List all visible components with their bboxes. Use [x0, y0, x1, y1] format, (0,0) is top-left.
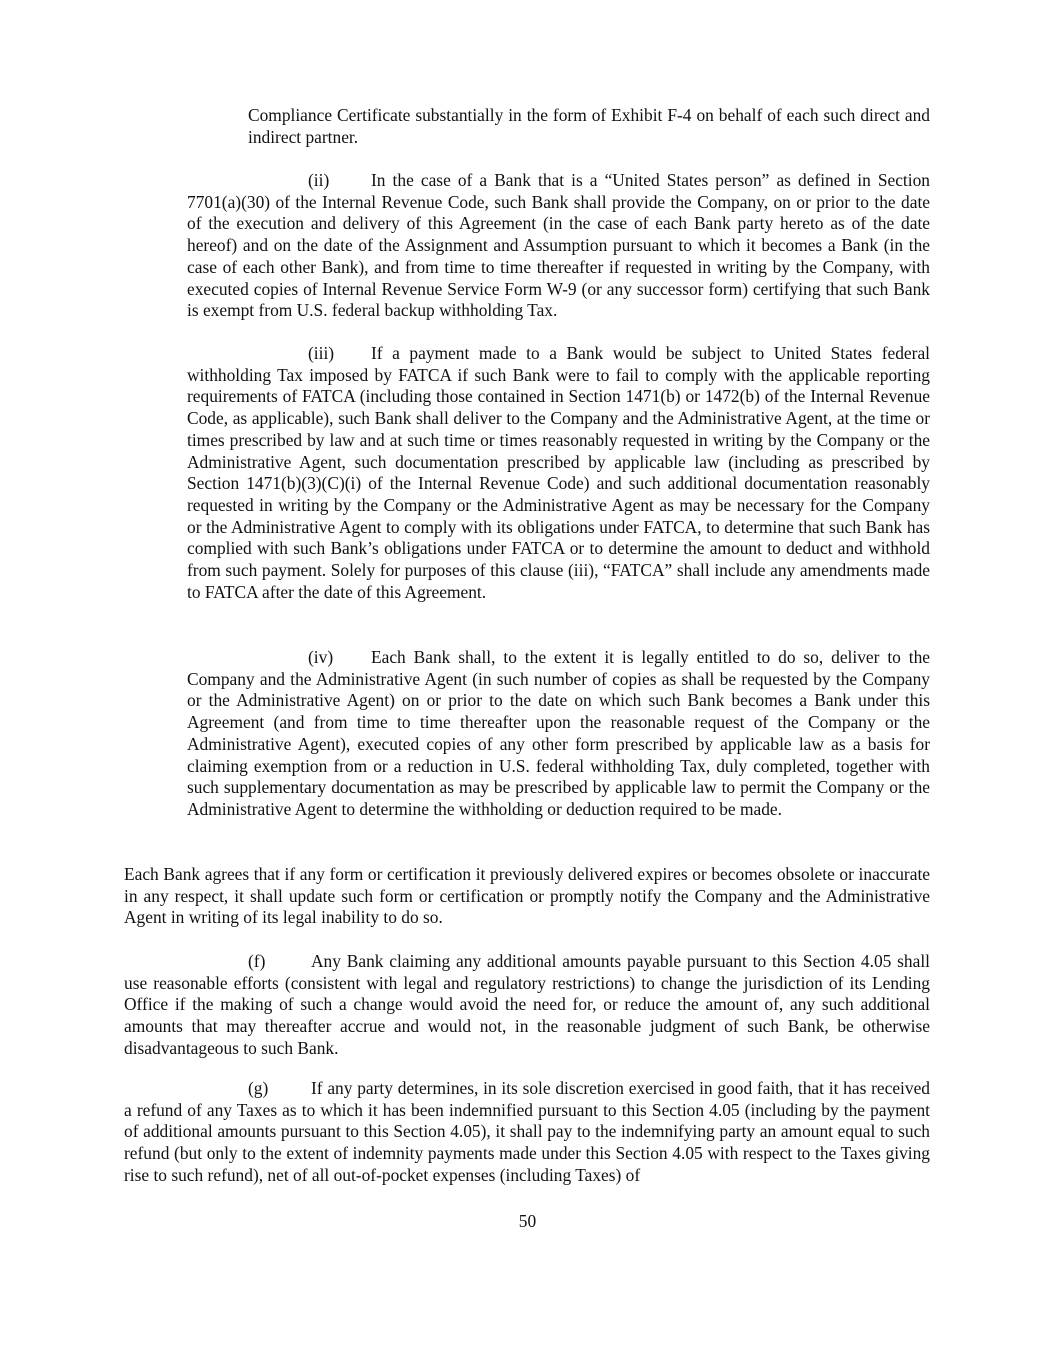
paragraph-ii-text: In the case of a Bank that is a “United States person” as defined in Section 7701(a)(30) of the Internal Revenue Code, such Bank shall provide the Company, on or prior to the date of the execution and delivery of this Agreement (in the case of each Bank party hereto as of the date hereof) and on the date of the Assignment and Assumption pursuant to which it becomes a Bank (in the case of each other Bank), and from time to time thereafter if requested in writing by the Company, with executed copies of Internal Revenue Service Form W-9 (or any successor form) certifying that such Bank is exempt from U.S. federal backup withholding Tax. — [187, 170, 930, 321]
paragraph-iv-text: Each Bank shall, to the extent it is legally entitled to do so, deliver to the Company and the Administrative Agent (in such number of copies as shall be requested by the Company or the Administrative Agent) on or prior to the date on which such Bank becomes a Bank under this Agreement (and from time to time thereafter upon the reasonable request of the Company or the Administrative Agent), executed copies of any other form prescribed by applicable law as a basis for claiming exemption from or a reduction in U.S. federal withholding Tax, duly completed, together with such supplementary documentation as may be prescribed by applicable law to permit the Company or the Administrative Agent to determine the withholding or deduction required to be made. — [187, 647, 930, 819]
paragraph-agreement: Each Bank agrees that if any form or certification it previously delivered expires or becomes obsolete or inaccurate in any respect, it shall update such form or certification or promptly notify the Company and the Administrative Agent in writing of its legal inability to do so. — [124, 864, 930, 928]
paragraph-g — [124, 1078, 930, 1187]
paragraph-f-text: Any Bank claiming any additional amounts payable pursuant to this Section 4.05 shall use reasonable efforts (consistent with legal and regulatory restrictions) to change the jurisdiction of its Lending Office if the making of such a change would avoid the need for, or reduce the amount of, any such additional amounts that may thereafter accrue and would not, in the reasonable judgment of such Bank, be otherwise disadvantageous to such Bank. — [124, 951, 930, 1058]
paragraph-iii — [187, 343, 930, 603]
paragraph-iv — [187, 647, 930, 821]
paragraph-f — [124, 951, 930, 1060]
paragraph-iii-marker: (iii) — [308, 343, 335, 363]
paragraph-f-marker: (f) — [248, 951, 266, 971]
paragraph-iv-marker: (iv) — [308, 647, 334, 667]
paragraph-iv-lead — [187, 647, 308, 667]
paragraph-g-lead — [124, 1078, 248, 1098]
paragraph-ii-lead — [187, 170, 308, 190]
paragraph-exhibit-continuation: Compliance Certificate substantially in the form of Exhibit F-4 on behalf of each such direct and indirect partner. — [248, 105, 930, 147]
paragraph-ii — [187, 170, 930, 322]
page-number: 50 — [518, 1211, 537, 1231]
paragraph-f-lead — [124, 951, 248, 971]
paragraph-g-text: If any party determines, in its sole discretion exercised in good faith, that it has received a refund of any Taxes as to which it has been indemnified pursuant to this Section 4.05 (including by the payment of additional amounts pursuant to this Section 4.05), it shall pay to the indemnifying party an amount equal to such refund (but only to the extent of indemnity payments made under this Section 4.05 with respect to the Taxes giving rise to such refund), net of all out-of-pocket expenses (including Taxes) of — [124, 1078, 930, 1185]
paragraph-ii-marker: (ii) — [308, 170, 330, 190]
paragraph-g-marker: (g) — [248, 1078, 269, 1098]
paragraph-iii-text: If a payment made to a Bank would be subject to United States federal withholding Tax imposed by FATCA if such Bank were to fail to comply with the applicable reporting requirements of FATCA (including those contained in Section 1471(b) or 1472(b) of the Internal Revenue Code, as applicable), such Bank shall deliver to the Company and the Administrative Agent, at the time or times prescribed by law and at such time or times reasonably requested in writing by the Company or the Administrative Agent, such documentation prescribed by applicable law (including as prescribed by Section 1471(b)(3)(C)(i) of the Internal Revenue Code) and such additional documentation reasonably requested in writing by the Company or the Administrative Agent as may be necessary for the Company or the Administrative Agent to comply with its obligations under FATCA, to determine that such Bank has complied with such Bank’s obligations under FATCA or to determine the amount to deduct and withhold from such payment. Solely for purposes of this clause (iii), “FATCA” shall include any amendments made to FATCA after the date of this Agreement. — [187, 343, 930, 602]
paragraph-iii-lead — [187, 343, 308, 363]
